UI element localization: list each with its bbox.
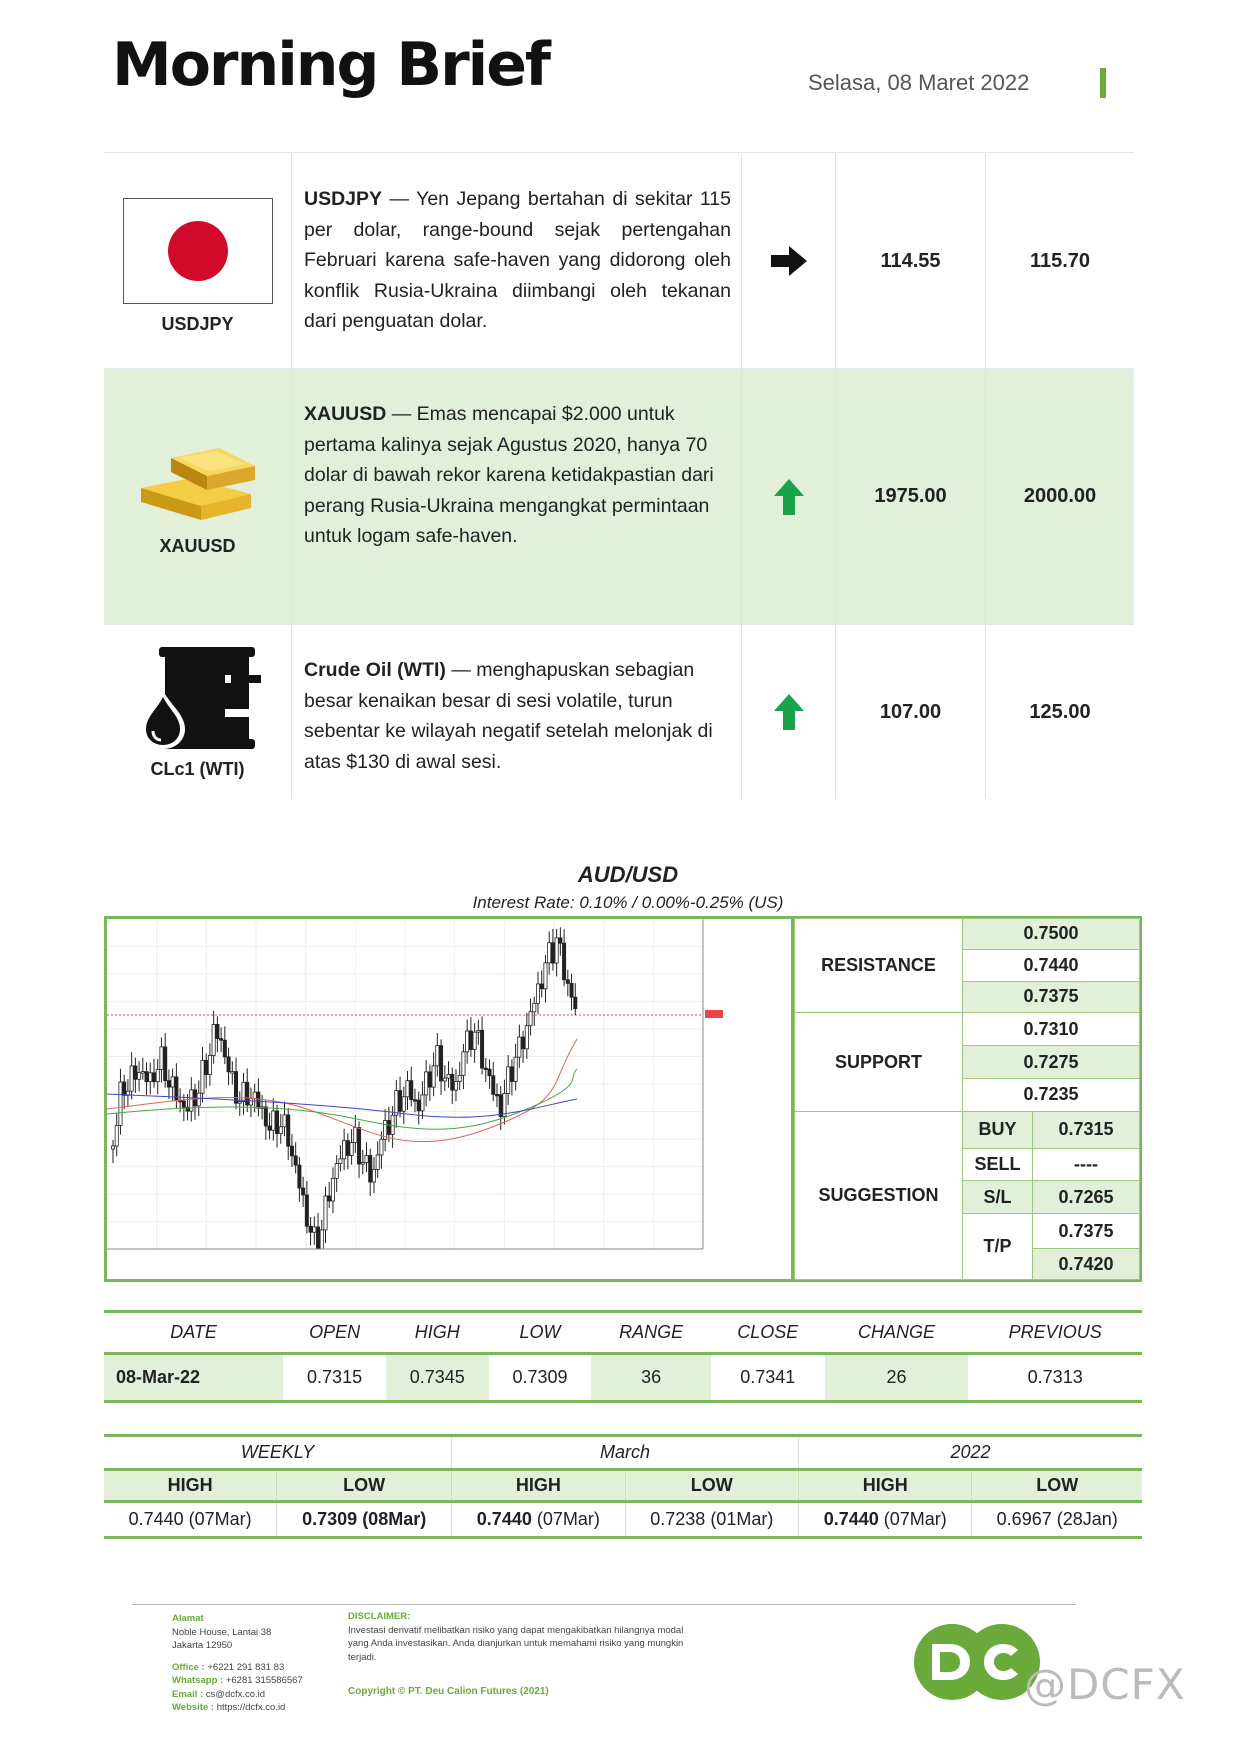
arrow-right-icon <box>771 246 807 276</box>
range-header: HIGH <box>452 1470 625 1502</box>
range-cell: 0.7309 (08Mar) <box>277 1502 452 1538</box>
ohlc-table <box>104 1310 1142 1403</box>
ohlc-header: OPEN <box>283 1312 386 1354</box>
market-direction <box>742 369 836 624</box>
range-header: HIGH <box>799 1470 972 1502</box>
audusd-interest-rate: Interest Rate: 0.10% / 0.00%-0.25% (US) <box>472 893 784 912</box>
market-symbol: XAUUSD <box>304 403 387 425</box>
office-contact: Office : +6221 291 831 83 <box>172 1661 285 1673</box>
market-value-2: 125.00 <box>1029 700 1091 723</box>
audusd-title: AUD/USD <box>577 862 679 887</box>
market-text: — menghapuskan sebagian besar kenaikan besar di sesi volatile, turun sebentar ke wilayah negatif setelah melonjak di atas $130 di awal sesi. <box>304 659 713 773</box>
report-date: Selasa, 08 Maret 2022 <box>808 70 1030 95</box>
ohlc-header: CHANGE <box>825 1312 969 1354</box>
ohlc-header: CLOSE <box>711 1312 825 1354</box>
market-symbol: USDJPY <box>304 188 383 210</box>
address-label: Alamat <box>172 1613 204 1624</box>
resistance-level: 0.7440 <box>963 949 1140 981</box>
range-table <box>104 1434 1142 1539</box>
ohlc-header: LOW <box>489 1312 592 1354</box>
accent-bar <box>1100 68 1106 98</box>
market-icon-cell <box>104 154 292 368</box>
range-header: LOW <box>277 1470 452 1502</box>
dcfx-logo-icon <box>912 1622 1042 1702</box>
page-title: Morning Brief <box>112 30 550 100</box>
range-header: LOW <box>625 1470 798 1502</box>
market-description <box>292 369 742 624</box>
market-row-usdjpy <box>104 154 1134 369</box>
resistance-level: 0.7500 <box>963 919 1140 950</box>
email-contact[interactable]: Email : cs@dcfx.co.id <box>172 1688 266 1700</box>
sl-label: S/L <box>963 1181 1033 1214</box>
ohlc-header: PREVIOUS <box>968 1312 1142 1354</box>
ohlc-cell: 26 <box>825 1354 969 1402</box>
table-row <box>104 1502 1142 1538</box>
levels-table <box>794 918 1140 1280</box>
market-description <box>292 625 742 799</box>
market-icon-cell <box>104 369 292 624</box>
ohlc-cell: 0.7313 <box>968 1354 1142 1402</box>
market-direction <box>742 154 836 368</box>
market-icon-cell <box>104 625 292 799</box>
tp-value: 0.7420 <box>1033 1249 1140 1280</box>
whatsapp-contact: Whatsapp : +6281 315586567 <box>172 1675 303 1686</box>
copyright: Copyright © PT. Deu Calion Futures (2021) <box>348 1686 549 1697</box>
resistance-label: RESISTANCE <box>795 919 963 1013</box>
ohlc-cell: 0.7341 <box>711 1354 825 1402</box>
range-period: March <box>452 1436 799 1470</box>
ohlc-header: RANGE <box>591 1312 710 1354</box>
ohlc-header: HIGH <box>386 1312 489 1354</box>
buy-label: BUY <box>963 1111 1033 1148</box>
arrow-up-icon <box>774 694 804 730</box>
range-cell: 0.7440 (07Mar) <box>799 1502 972 1538</box>
table-row <box>104 1354 1142 1402</box>
market-direction <box>742 625 836 799</box>
support-label: SUPPORT <box>795 1013 963 1111</box>
footer-divider <box>132 1604 1076 1605</box>
market-label: XAUUSD <box>159 536 236 556</box>
ohlc-cell: 08-Mar-22 <box>104 1354 283 1402</box>
address-line: Jakarta 12950 <box>172 1640 233 1651</box>
disclaimer-label: DISCLAIMER: <box>348 1611 411 1622</box>
suggestion-label: SUGGESTION <box>795 1111 963 1279</box>
ohlc-cell: 36 <box>591 1354 710 1402</box>
range-cell: 0.7238 (01Mar) <box>625 1502 798 1538</box>
ohlc-cell: 0.7315 <box>283 1354 386 1402</box>
ohlc-header: DATE <box>104 1312 283 1354</box>
footer-disclaimer <box>348 1610 688 1664</box>
market-value-1: 1975.00 <box>836 369 986 624</box>
market-value-2: 2000.00 <box>1023 485 1097 507</box>
japan-flag-icon <box>123 198 273 304</box>
range-cell: 0.7440 (07Mar) <box>104 1502 277 1538</box>
market-value-1: 114.55 <box>836 154 986 368</box>
ohlc-cell: 0.7345 <box>386 1354 489 1402</box>
audusd-price-chart <box>104 916 794 1282</box>
ohlc-cell: 0.7309 <box>489 1354 592 1402</box>
range-period: WEEKLY <box>104 1436 452 1470</box>
buy-value: 0.7315 <box>1033 1111 1140 1148</box>
address-line: Noble House, Lantai 38 <box>172 1626 272 1638</box>
support-level: 0.7275 <box>963 1046 1140 1079</box>
support-level: 0.7235 <box>963 1078 1140 1111</box>
range-period: 2022 <box>799 1436 1142 1470</box>
market-description <box>292 154 742 368</box>
candlestick-chart-image <box>107 919 791 1279</box>
footer-address <box>172 1612 303 1715</box>
sell-value: ---- <box>1033 1148 1140 1181</box>
disclaimer-text: Investasi derivatif melibatkan risiko yang dapat mengakibatkan hilangnya modal yang Anda investasikan. Anda dianjurkan untuk memahami risiko yang mungkin terjadi. <box>348 1624 684 1663</box>
range-cell: 0.6967 (28Jan) <box>972 1502 1142 1538</box>
arrow-up-icon <box>774 479 804 515</box>
sell-label: SELL <box>963 1148 1033 1181</box>
sl-value: 0.7265 <box>1033 1181 1140 1214</box>
range-header: HIGH <box>104 1470 277 1502</box>
market-symbol: Crude Oil (WTI) <box>304 659 446 681</box>
market-label: CLc1 (WTI) <box>150 758 245 779</box>
range-cell: 0.7440 (07Mar) <box>452 1502 625 1538</box>
range-header: LOW <box>972 1470 1142 1502</box>
market-value-2: 115.70 <box>1029 249 1091 272</box>
support-level: 0.7310 <box>963 1013 1140 1046</box>
resistance-level: 0.7375 <box>963 981 1140 1013</box>
tp-label: T/P <box>963 1214 1033 1280</box>
levels-panel <box>794 916 1142 1282</box>
market-value-1: 107.00 <box>836 625 986 799</box>
watermark-handle: @DCFX <box>1024 1660 1186 1709</box>
market-text: — Yen Jepang bertahan di sekitar 115 per dolar, range-bound sejak pertengahan Februari karena safe-haven yang didorong oleh konflik Rusia-Ukraina diimbangi oleh tekanan dari penguatan dolar. <box>304 188 731 332</box>
market-text: — Emas mencapai $2.000 untuk pertama kalinya sejak Agustus 2020, hanya 70 dolar di bawah rekor karena ketidakpastian dari perang Rusia-Ukraina mengangkat permintaan untuk logam safe-haven. <box>304 403 714 547</box>
oil-barrel-icon <box>133 645 263 749</box>
divider <box>104 152 1134 153</box>
market-label: USDJPY <box>161 313 234 334</box>
market-row-xauusd <box>104 369 1134 625</box>
tp-value: 0.7375 <box>1033 1214 1140 1249</box>
gold-bars-icon <box>133 436 263 526</box>
website-link[interactable]: Website : https://dcfx.co.id <box>172 1702 286 1713</box>
market-row-crude-oil <box>104 625 1134 799</box>
